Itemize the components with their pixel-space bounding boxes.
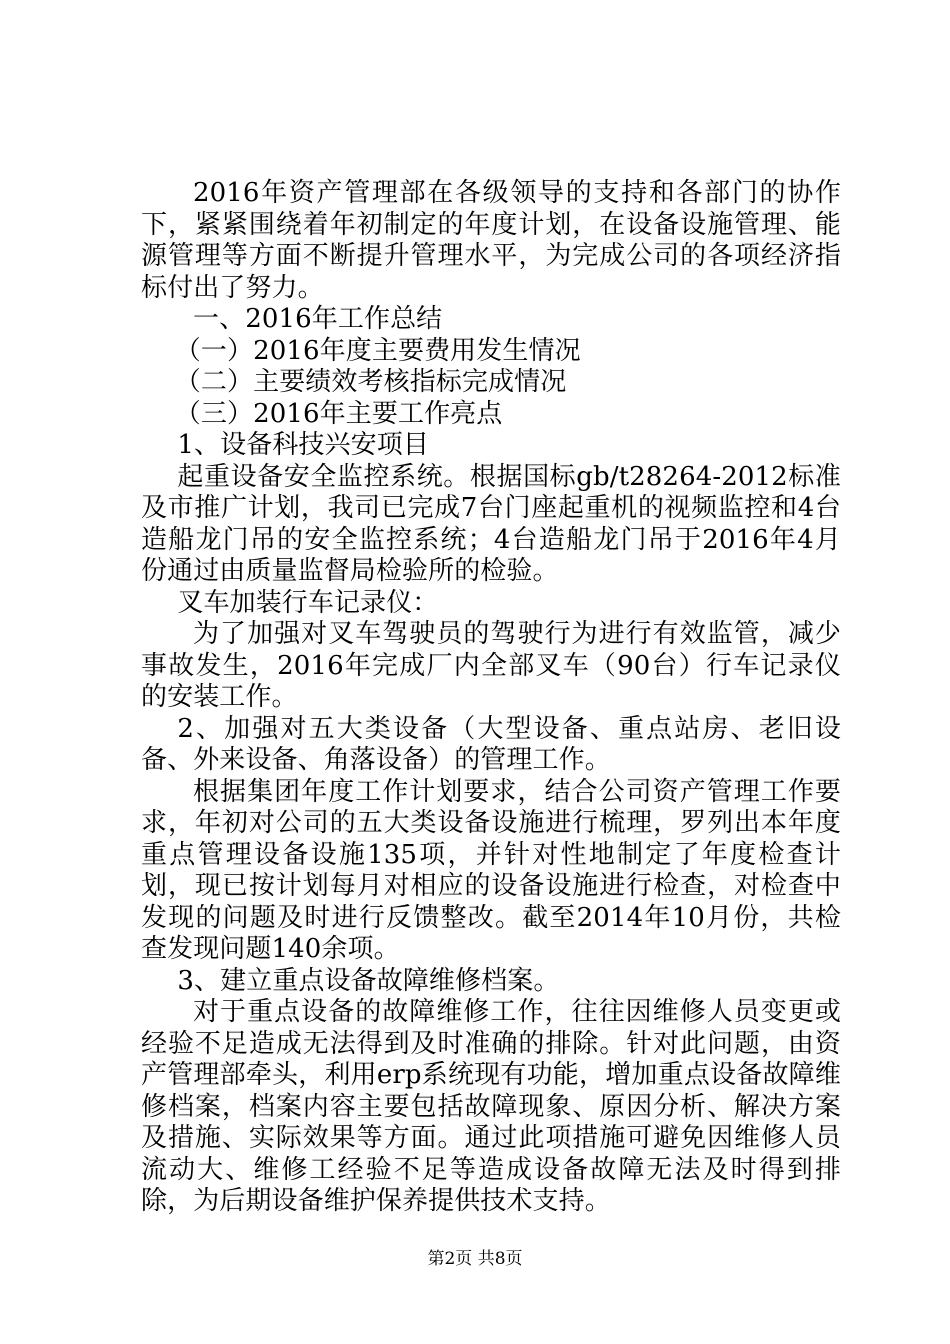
subheading-highlights: （三）2016年主要工作亮点 — [174, 398, 503, 429]
paragraph-equipment-inspection: 根据集团年度工作计划要求，结合公司资产管理工作要求，年初对公司的五大类设备设施进行梳理，罗列出本年度重点管理设备设施135项，并针对性地制定了年度检查计划，现已按计划每月对相应的设备设施进行检查，对检查中发现的问题及时进行反馈整改。截至2014年10月份，共检查发现问题140余项。 — [141, 776, 841, 964]
subheading-kpi: （二）主要绩效考核指标完成情况 — [174, 367, 567, 397]
paragraph-repair-archive: 对于重点设备的故障维修工作，往往因维修人员变更或经验不足造成无法得到及时准确的排除。针对此问题，由资产管理部牵头，利用erp系统现有功能，增加重点设备故障维修档案，档案内容主要包括故障现象、原因分析、解决方案及措施、实际效果等方面。通过此项措施可避免因维修人员流动大、维修工经验不足等造成设备故障无法及时得到排除，为后期设备维护保养提供技术支持。 — [141, 997, 841, 1216]
item-heading-equipment-management: 2、加强对五大类设备（大型设备、重点站房、老旧设备、外来设备、角落设备）的管理工作。 — [141, 713, 841, 775]
intro-paragraph: 2016年资产管理部在各级领导的支持和各部门的协作下，紧紧围绕着年初制定的年度计划，在设备设施管理、能源管理等方面不断提升管理水平，为完成公司的各项经济指标付出了努力。 — [141, 178, 841, 303]
item-heading-safety-project: 1、设备科技兴安项目 — [177, 430, 429, 460]
item-heading-repair-archive: 3、建立重点设备故障维修档案。 — [177, 965, 560, 996]
paragraph-forklift-recorder: 为了加强对叉车驾驶员的驾驶行为进行有效监管，减少事故发生，2016年完成厂内全部叉车（90台）行车记录仪的安装工作。 — [141, 619, 841, 712]
section-heading-summary: 一、2016年工作总结 — [193, 304, 443, 334]
subheading-expenses: （一）2016年度主要费用发生情况 — [174, 335, 581, 366]
paragraph-crane-monitoring: 起重设备安全监控系统。根据国标gb/t28264-2012标准及市推广计划，我司已完成7台门座起重机的视频监控和4台造船龙门吊的安全监控系统；4台造船龙门吊于2016年4月份通过由质量监督局检验所的检验。 — [141, 461, 841, 586]
page-footer — [0, 1244, 950, 1269]
page-number-label: 第2页 共8页 — [427, 1249, 523, 1269]
document-body — [141, 178, 841, 1218]
paragraph-forklift-recorder-heading: 叉车加装行车记录仪： — [177, 587, 439, 618]
